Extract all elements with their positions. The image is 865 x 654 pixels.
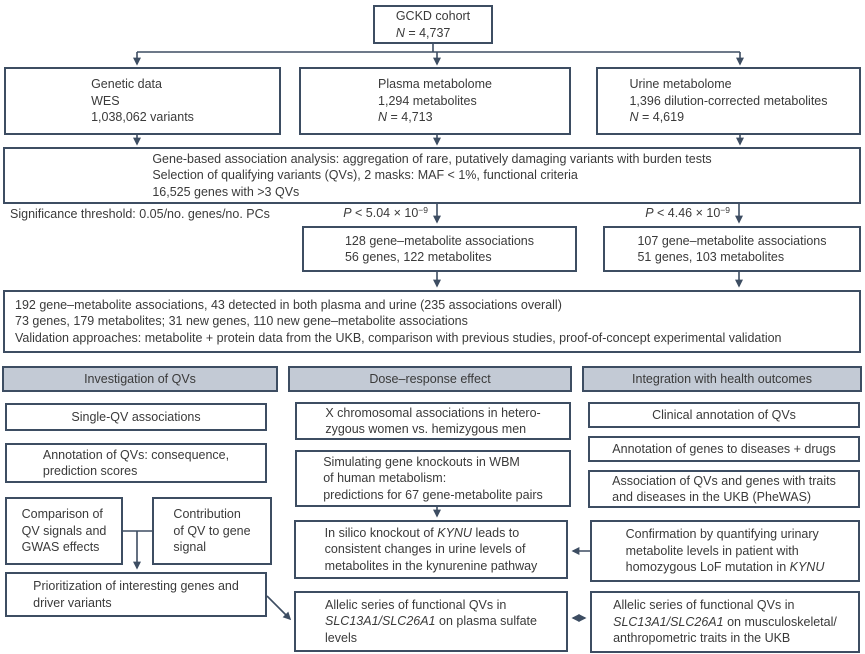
simulating-knockouts-box xyxy=(295,450,571,507)
header-investigation-of-qvs xyxy=(2,366,278,392)
single-qv-box xyxy=(5,403,267,431)
association-phewas-text: Association of QVs and genes with traits and diseases in the UKB (PheWAS) xyxy=(612,473,836,504)
header-dose-response-text: Dose–response effect xyxy=(369,371,491,386)
allelic-ukb-text: Allelic series of functional QVs in SLC13A1/SLC26A1 on musculoskeletal/ anthropometric traits in the UKB xyxy=(613,598,837,646)
prioritization-box xyxy=(5,572,267,617)
x-chromosomal-box xyxy=(295,402,571,440)
comparison-gwas-box xyxy=(5,497,123,565)
summary-box xyxy=(3,290,861,353)
gene-based-analysis-text: Gene-based association analysis: aggregation of rare, putatively damaging variants with burden tests Selection of qualifying variants (QVs), 2 masks: MAF < 1%, functional criteria 16,525 genes with >3 QVs xyxy=(152,151,712,199)
plasma-associations-box xyxy=(302,226,577,272)
summary-text: 192 gene–metabolite associations, 43 detected in both plasma and urine (235 associations overall) 73 genes, 179 metabolites; 31 new genes, 110 new gene–metabolite associations Validation approaches: metabolite + protein data from the UKB, comparison with previous studies, proof-of-concept experimental validation xyxy=(15,297,782,345)
confirmation-kynu-box xyxy=(590,520,860,582)
simulating-knockouts-text: Simulating gene knockouts in WBM of human metabolism: predictions for 67 gene-metabolite pairs xyxy=(323,454,543,502)
association-phewas-box xyxy=(588,470,860,508)
clinical-annotation-text: Clinical annotation of QVs xyxy=(652,407,796,422)
allelic-ukb-box xyxy=(590,591,860,653)
arrow-prioritization-to-allelic xyxy=(267,596,290,619)
plasma-metabolome-text: Plasma metabolome 1,294 metabolites N = 4,713 xyxy=(378,77,492,125)
annotation-genes-box xyxy=(588,436,860,462)
p-threshold-urine: $P < 4.46 \times 10^{-9}$ xyxy=(645,205,730,220)
gckd-cohort-box xyxy=(373,5,493,44)
confirmation-kynu-text: Confirmation by quantifying urinary metabolite levels in patient with homozygous LoF mutation in KYNU xyxy=(625,527,825,575)
annotation-qv-box xyxy=(5,443,267,483)
genetic-data-box xyxy=(4,67,281,135)
plasma-associations-text: 128 gene–metabolite associations 56 genes, 122 metabolites xyxy=(344,233,535,264)
p-threshold-plasma: $P < 5.04 \times 10^{-9}$ xyxy=(343,205,428,220)
header-investigation-text: Investigation of QVs xyxy=(84,371,196,386)
urine-associations-box xyxy=(603,226,861,272)
allelic-plasma-sulfate-box xyxy=(294,591,568,652)
genetic-data-text: Genetic data WES 1,038,062 variants xyxy=(91,77,194,125)
insilico-kynu-box xyxy=(294,520,568,579)
insilico-kynu-text: In silico knockout of KYNU leads to consistent changes in urine levels of metabolites in the kynurenine pathway xyxy=(324,525,538,573)
prioritization-text: Prioritization of interesting genes and driver variants xyxy=(33,579,239,610)
urine-metabolome-text: Urine metabolome 1,396 dilution-corrected metabolites N = 4,619 xyxy=(629,77,828,125)
urine-metabolome-box xyxy=(596,67,861,135)
header-dose-response xyxy=(288,366,572,392)
annotation-genes-text: Annotation of genes to diseases + drugs xyxy=(612,441,836,456)
urine-associations-text: 107 gene–metabolite associations 51 genes, 103 metabolites xyxy=(637,233,827,264)
gckd-cohort-text: GCKD cohort N = 4,737 xyxy=(395,9,471,40)
x-chromosomal-text: X chromosomal associations in hetero- zygous women vs. hemizygous men xyxy=(325,405,541,436)
header-integration-text: Integration with health outcomes xyxy=(632,371,812,386)
contribution-box xyxy=(152,497,272,565)
significance-threshold-label: Significance threshold: 0.05/no. genes/no. PCs xyxy=(10,207,270,221)
single-qv-text: Single-QV associations xyxy=(71,409,201,424)
allelic-plasma-sulfate-text: Allelic series of functional QVs in SLC13A1/SLC26A1 on plasma sulfate levels xyxy=(325,597,537,645)
gene-based-analysis-box xyxy=(3,147,861,204)
contribution-text: Contribution of QV to gene signal xyxy=(173,507,251,555)
header-integration-health xyxy=(582,366,862,392)
clinical-annotation-box xyxy=(588,402,860,428)
annotation-qv-text: Annotation of QVs: consequence, prediction scores xyxy=(42,447,230,478)
plasma-metabolome-box xyxy=(299,67,571,135)
comparison-gwas-text: Comparison of QV signals and GWAS effects xyxy=(21,507,107,555)
